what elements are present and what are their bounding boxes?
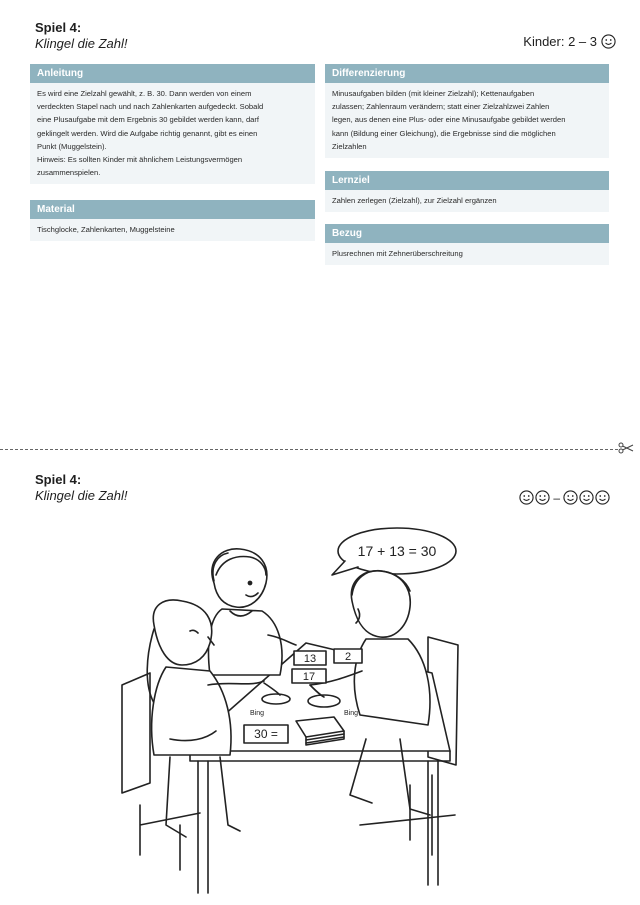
smiley-icon [579, 490, 594, 505]
text-line: eine Plusaufgabe mit dem Ergebnis 30 gebildet werden kann, darf [37, 115, 260, 125]
scissors-icon [618, 441, 634, 455]
card-13 [294, 651, 326, 665]
card-body [325, 243, 609, 265]
text-line: Plusrechnen mit Zehnerüberschreitung [332, 249, 463, 258]
text-line: zulassen; Zahlenraum verändern; statt einer Zielzahlzwei Zahlen [332, 102, 550, 112]
kinder-label: Kinder: 2 – 3 [523, 34, 597, 49]
text-line: verdeckten Stapel nach und nach Zahlenkarten aufgedeckt. Sobald [37, 102, 264, 112]
card-title: Spiel 4: [35, 472, 82, 487]
card-material [30, 200, 315, 241]
card-heading: Bezug [325, 224, 609, 243]
bing-right-text: Bing [344, 710, 359, 717]
card-body [325, 190, 609, 212]
card-17 [292, 669, 326, 683]
card-heading: Differenzierung [325, 64, 609, 83]
speech-text: 17 + 13 = 30 [357, 543, 437, 559]
card-lernziel [325, 171, 609, 212]
smiley-icon [535, 490, 550, 505]
smiley-icon [601, 34, 616, 49]
card-2-text: 2 [344, 651, 352, 663]
text-line: Zielzahlen [332, 141, 367, 151]
card-differenzierung [325, 64, 609, 158]
smiley-icon [595, 490, 610, 505]
kinder-count [523, 34, 616, 49]
text-line: Minusaufgaben bilden (mit kleiner Zielzahl); Kettenaufgaben [332, 89, 535, 98]
text-line: zusammenspielen. [37, 168, 101, 178]
chair-left [122, 673, 150, 793]
text-line: Hinweis: Es sollten Kinder mit ähnlichem Leistungsvermögen [37, 155, 243, 165]
card-17-text: 17 [302, 671, 316, 683]
page-title: Spiel 4: [35, 20, 82, 35]
text-line: Punkt (Muggelstein). [37, 141, 107, 151]
card-2 [334, 649, 362, 663]
smiley-icon [563, 490, 578, 505]
card-anleitung [30, 64, 315, 184]
card-bezug [325, 224, 609, 265]
children-at-table-illustration [110, 525, 470, 895]
card-heading: Lernziel [325, 171, 609, 190]
text-line: Es wird eine Zielzahl gewählt, z. B. 30. Dann werden von einem [37, 89, 252, 98]
text-line: Tischglocke, Zahlenkarten, Muggelsteine [37, 225, 175, 234]
cut-line [0, 449, 618, 450]
card-body [325, 83, 609, 158]
boy-middle [209, 549, 297, 675]
faces-dash: – [553, 490, 560, 505]
card-30 [244, 725, 288, 743]
card-30-text: 30 = [254, 727, 278, 741]
speech-bubble [332, 528, 456, 575]
card-heading: Material [30, 200, 315, 219]
smiley-icon [519, 490, 534, 505]
text-line: legen, aus denen eine Plus- oder eine Minusaufgabe gebildet werden [332, 115, 566, 125]
bottom-title-block [35, 472, 128, 504]
card-heading: Anleitung [30, 64, 315, 83]
card-13-text: 13 [303, 653, 317, 665]
page-subtitle: Klingel die Zahl! [35, 36, 128, 51]
bing-left-text: Bing [250, 710, 265, 717]
difficulty-faces [519, 490, 610, 505]
top-title-block [35, 20, 128, 52]
text-line: Zahlen zerlegen (Zielzahl), zur Zielzahl ergänzen [332, 196, 497, 205]
text-line: geklingelt werden. Wird die Aufgabe richtig genannt, gibt es einen [37, 128, 258, 138]
card-body [30, 219, 315, 241]
card-subtitle: Klingel die Zahl! [35, 488, 128, 503]
text-line: kann (Bildung einer Gleichung), die Ergebnisse sind die möglichen [332, 128, 556, 138]
card-body [30, 83, 315, 184]
